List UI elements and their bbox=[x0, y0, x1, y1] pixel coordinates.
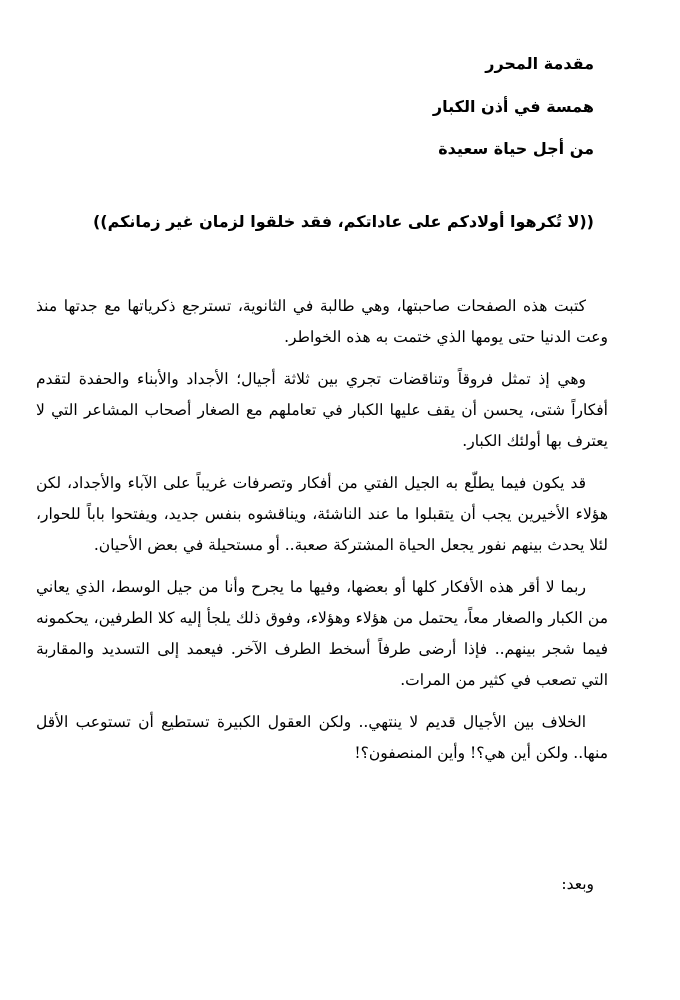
paragraph: وهي إذ تمثل فروقاً وتناقضات تجري بين ثلاثة أجيال؛ الأجداد والأبناء والحفدة لتقدم أفكاراً شتى، يحسن أن يقف عليها الكبار في تعاملهم مع الصغار أصحاب المشاعر التي لا يعترف بها أولئك الكبار. bbox=[36, 370, 608, 450]
paragraph: قد يكون فيما يطلّع به الجيل الفتي من أفكار وتصرفات غريباً على الآباء والأجداد، لكن هؤلاء الأخيرين يجب أن يتقبلوا ما عند الناشئة، ويناقشوه بنفس جديد، ويفتحوا باباً للحوار، لئلا يحدث بينهم نفور يجعل الحياة المشتركة صعبة.. أو مستحيلة في بعض الأحيان. bbox=[36, 474, 608, 554]
quote-line: ((لا تُكرهوا أولادكم على عاداتكم، فقد خلقوا لزمان غير زمانكم)) bbox=[92, 212, 594, 231]
paragraph: كتبت هذه الصفحات صاحبتها، وهي طالبة في الثانوية، تسترجع ذكرياتها مع جدتها منذ وعت الدنيا حتى يومها الذي ختمت به هذه الخواطر. bbox=[36, 297, 608, 346]
paragraph: ربما لا أقر هذه الأفكار كلها أو بعضها، وفيها ما يجرح وأنا من جيل الوسط، الذي يعاني من الكبار والصغار معاً، يحتمل من هؤلاء وهؤلاء، وفوق ذلك يلجأ إليه كلا الطرفين، يحكمونه فيما شجر بينهم.. فإذا أرضى طرفاً أسخط الطرف الآخر. فيعمد إلى التسديد والمقاربة التي تصعب في كثير من المرات. bbox=[36, 578, 608, 689]
editor-intro-heading: مقدمة المحرر bbox=[485, 54, 594, 73]
closing-line: وبعد: bbox=[561, 875, 594, 893]
paragraph: الخلاف بين الأجيال قديم لا ينتهي.. ولكن العقول الكبيرة تستطيع أن تستوعب الأقل منها.. ولكن أين هي؟! وأين المنصفون؟! bbox=[36, 713, 608, 762]
body-text bbox=[36, 291, 608, 780]
happy-life-heading: من أجل حياة سعيدة bbox=[438, 139, 594, 158]
whisper-heading: همسة في أذن الكبار bbox=[432, 97, 594, 116]
